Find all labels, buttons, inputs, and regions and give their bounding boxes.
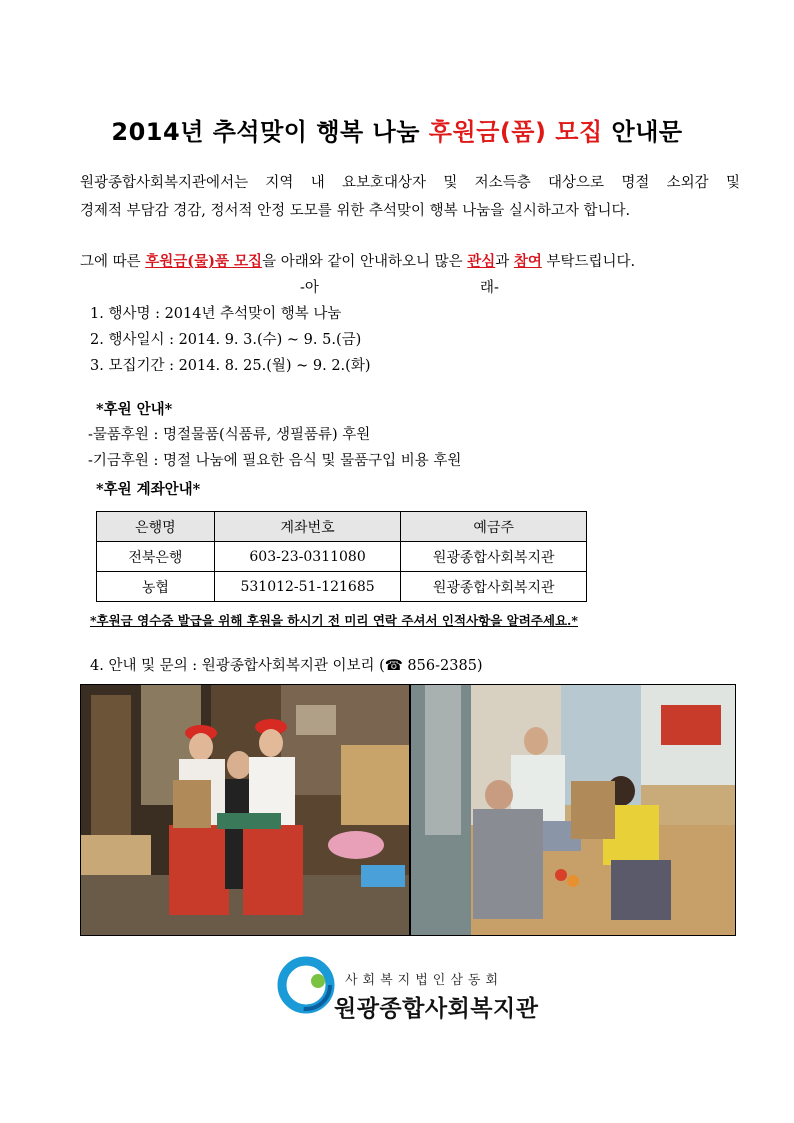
request-highlight-interest: 관심	[467, 253, 496, 270]
account-table-header	[97, 512, 587, 542]
cell-holder: 원광종합사회복지관	[401, 542, 587, 572]
cell-account-number: 531012-51-121685	[214, 572, 401, 602]
col-bank: 은행명	[97, 512, 215, 542]
welfare-center-logo-icon	[276, 955, 336, 1015]
contact-phone: 856-2385)	[402, 658, 483, 674]
photo-home-visit	[410, 684, 736, 936]
request-line	[80, 247, 760, 277]
col-holder: 예금주	[401, 512, 587, 542]
table-row	[97, 572, 587, 602]
title-text: 2014년 추석맞이 행복 나눔	[111, 118, 429, 146]
request-highlight-participation: 참여	[513, 253, 542, 270]
item-event-date: 2. 행사일시 : 2014. 9. 3.(수) ~ 9. 5.(금)	[90, 332, 362, 348]
request-mid2: 과	[495, 254, 514, 270]
cell-holder: 원광종합사회복지관	[401, 572, 587, 602]
intro-line-1: 원광종합사회복지관에서는 지역 내 요보호대상자 및 저소득층 대상으로 명절 소외감 및	[80, 175, 740, 191]
item-recruit-period: 3. 모집기간 : 2014. 8. 25.(월) ~ 9. 2.(화)	[90, 358, 371, 374]
support-money: -기금후원 : 명절 나눔에 필요한 음식 및 물품구입 비용 후원	[88, 453, 462, 469]
cell-bank: 농협	[97, 572, 215, 602]
contact-text: 4. 안내 및 문의 : 원광종합사회복지관 이보리 (	[90, 658, 385, 674]
cell-account-number: 603-23-0311080	[214, 542, 401, 572]
request-post: 부탁드립니다.	[541, 254, 636, 270]
logo-center-name: 원광종합사회복지관	[334, 996, 539, 1022]
request-pre: 그에 따른	[80, 254, 146, 270]
photo-volunteers-visit	[80, 684, 410, 936]
col-account-number: 계좌번호	[214, 512, 401, 542]
title-highlight: 후원금(품) 모집	[428, 118, 603, 146]
page-title	[0, 112, 794, 147]
request-mid: 을 아래와 같이 안내하오니 많은	[262, 254, 468, 270]
below-heading-right: 래-	[480, 280, 499, 296]
account-heading: *후원 계좌안내*	[96, 481, 201, 498]
table-row	[97, 542, 587, 572]
intro-line-2: 경제적 부담감 경감, 정서적 안정 도모를 위한 추석맞이 행복 나눔을 실시하고자 합니다.	[80, 203, 631, 219]
cell-bank: 전북은행	[97, 542, 215, 572]
account-table	[96, 511, 587, 602]
title-suffix: 안내문	[602, 118, 683, 146]
receipt-notice: *후원금 영수증 발급을 위해 후원을 하시기 전 미리 연락 주셔서 인적사항을 알려주세요.*	[90, 613, 578, 628]
contact-line	[90, 654, 483, 675]
telephone-icon: ☎	[384, 658, 403, 674]
item-event-name: 1. 행사명 : 2014년 추석맞이 행복 나눔	[90, 306, 342, 322]
support-goods: -물품후원 : 명절물품(식품류, 생필품류) 후원	[88, 427, 371, 443]
below-heading-left: -아	[300, 280, 319, 296]
logo-foundation-name: 사회복지법인삼동회	[345, 973, 504, 988]
support-heading: *후원 안내*	[96, 401, 173, 418]
request-highlight-recruit: 후원금(물)품 모집	[145, 253, 263, 270]
below-heading	[300, 276, 520, 297]
